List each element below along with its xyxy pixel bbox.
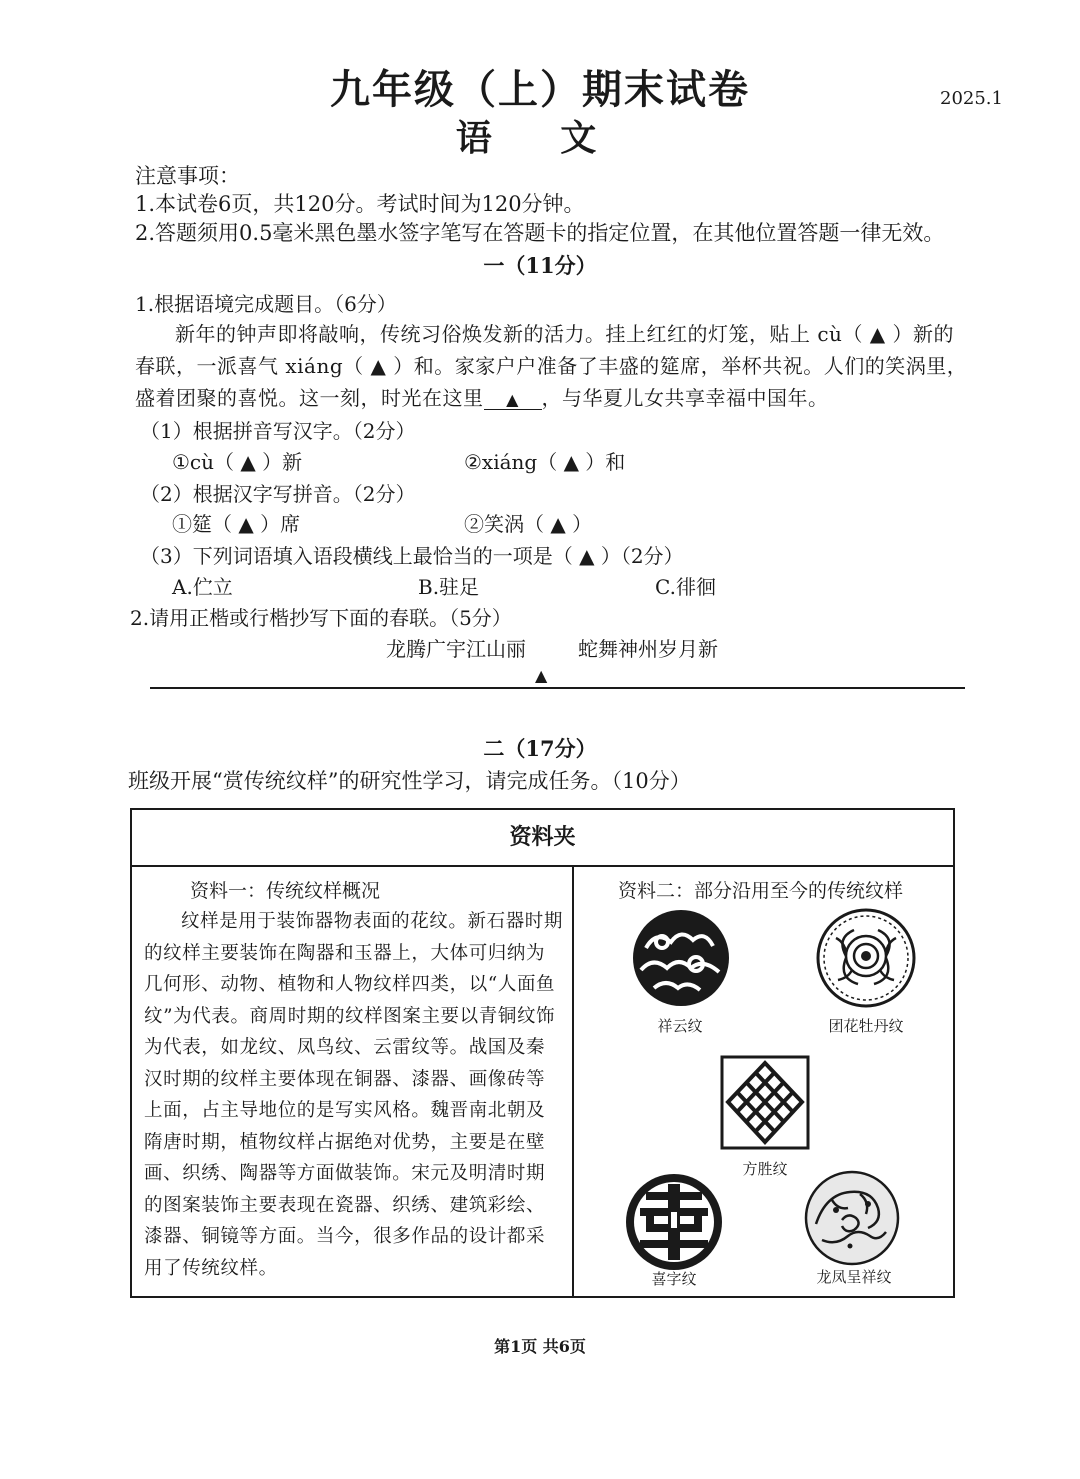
box-divider xyxy=(572,865,574,1296)
q1-stem: 1.根据语境完成题目。（6分） xyxy=(135,292,397,316)
q1-sub3-option-c[interactable]: C.徘徊 xyxy=(655,575,716,599)
couplet-left: 龙腾广宇江山丽 xyxy=(386,637,526,661)
material-box-title: 资料夹 xyxy=(132,810,953,867)
notice-heading: 注意事项： xyxy=(135,164,240,188)
tuanhua-mudan-pattern-image xyxy=(816,908,916,1008)
pattern-caption-xizi: 喜字纹 xyxy=(651,1270,697,1288)
couplet-right: 蛇舞神州岁月新 xyxy=(578,637,718,661)
exam-date: 2025.1 xyxy=(940,88,1003,109)
section1-heading: 一（11分） xyxy=(483,253,597,278)
material1-title: 资料一：传统纹样概况 xyxy=(190,880,381,902)
q1-sub3-stem: （3）下列词语填入语段横线上最恰当的一项是（ ▲ ）（2分） xyxy=(140,544,684,568)
pattern-caption-xiangyun: 祥云纹 xyxy=(657,1017,703,1035)
xizi-pattern-image xyxy=(624,1172,724,1272)
passage-text-a: 盛着团聚的喜悦。这一刻，时光在这里 xyxy=(135,386,484,410)
exam-title: 九年级（上）期末试卷 xyxy=(330,66,750,113)
answer-mark: ▲ xyxy=(535,666,548,685)
section2-intro: 班级开展“赏传统纹样”的研究性学习，请完成任务。（10分） xyxy=(128,769,691,793)
xiangyun-pattern-image xyxy=(626,908,736,1008)
q1-sub1-b[interactable]: ②xiáng（ ▲ ）和 xyxy=(464,450,626,474)
answer-line[interactable] xyxy=(150,687,965,689)
q1-passage-line-2: 春联，一派喜气 xiáng（ ▲ ）和。家家户户准备了丰盛的筵席，举杯共祝。人们的笑涡里， xyxy=(135,354,968,378)
notice-item-1: 1.本试卷6页，共120分。考试时间为120分钟。 xyxy=(135,192,585,216)
q1-sub1-a[interactable]: ①cù（ ▲ ）新 xyxy=(172,450,303,474)
q1-sub3-option-a[interactable]: A.伫立 xyxy=(172,575,233,599)
q1-sub2-b[interactable]: ②笑涡（ ▲ ） xyxy=(464,512,593,536)
passage-blank[interactable]: ▲ xyxy=(484,390,542,410)
section2-heading: 二（17分） xyxy=(483,736,597,761)
fangsheng-pattern-image xyxy=(720,1055,810,1150)
pattern-caption-longfeng: 龙凤呈祥纹 xyxy=(816,1268,892,1286)
passage-text-b: ，与华夏儿女共享幸福中国年。 xyxy=(541,386,829,410)
q1-passage-line-3 xyxy=(135,382,829,411)
q2-stem: 2.请用正楷或行楷抄写下面的春联。（5分） xyxy=(130,606,512,630)
material2-title: 资料二：部分沿用至今的传统纹样 xyxy=(618,880,904,902)
q1-sub2-stem: （2）根据汉字写拼音。（2分） xyxy=(140,482,416,506)
material1-text: 纹样是用于装饰器物表面的花纹。新石器时期的纹样主要装饰在陶器和玉器上，大体可归纳为几何形、动物、植物和人物纹样四类，以“人面鱼纹”为代表。商周时期的纹样图案主要以青铜纹饰为代表，如龙纹、凤鸟纹、云雷纹等。战国及秦汉时期的纹样主要体现在铜器、漆器、画像砖等上面，占主导地位的是写实风格。魏晋南北朝及隋唐时期，植物纹样占据绝对优势，主要是在壁画、织绣、陶器等方面做装饰。宋元及明清时期的图案装饰主要表现在瓷器、织绣、建筑彩绘、漆器、铜镜等方面。当今，很多作品的设计都采用了传统纹样。 xyxy=(144,911,564,1279)
page-number: 第1页 共6页 xyxy=(494,1337,586,1356)
material-box xyxy=(130,808,955,1298)
q1-sub2-a[interactable]: ①筵（ ▲ ）席 xyxy=(172,512,301,536)
q1-sub1-stem: （1）根据拼音写汉字。（2分） xyxy=(140,419,416,443)
pattern-caption-tuanhua: 团花牡丹纹 xyxy=(828,1017,904,1035)
pattern-caption-fangsheng: 方胜纹 xyxy=(742,1160,788,1178)
q1-sub3-option-b[interactable]: B.驻足 xyxy=(418,575,480,599)
longfeng-pattern-image xyxy=(802,1170,902,1266)
exam-subject: 语 文 xyxy=(455,117,625,159)
notice-item-2: 2.答题须用0.5毫米黑色墨水签字笔写在答题卡的指定位置，在其他位置答题一律无效。 xyxy=(135,221,945,245)
q1-passage-line-1: 新年的钟声即将敲响，传统习俗焕发新的活力。挂上红红的灯笼，贴上 cù（ ▲ ）新的 xyxy=(175,322,955,346)
